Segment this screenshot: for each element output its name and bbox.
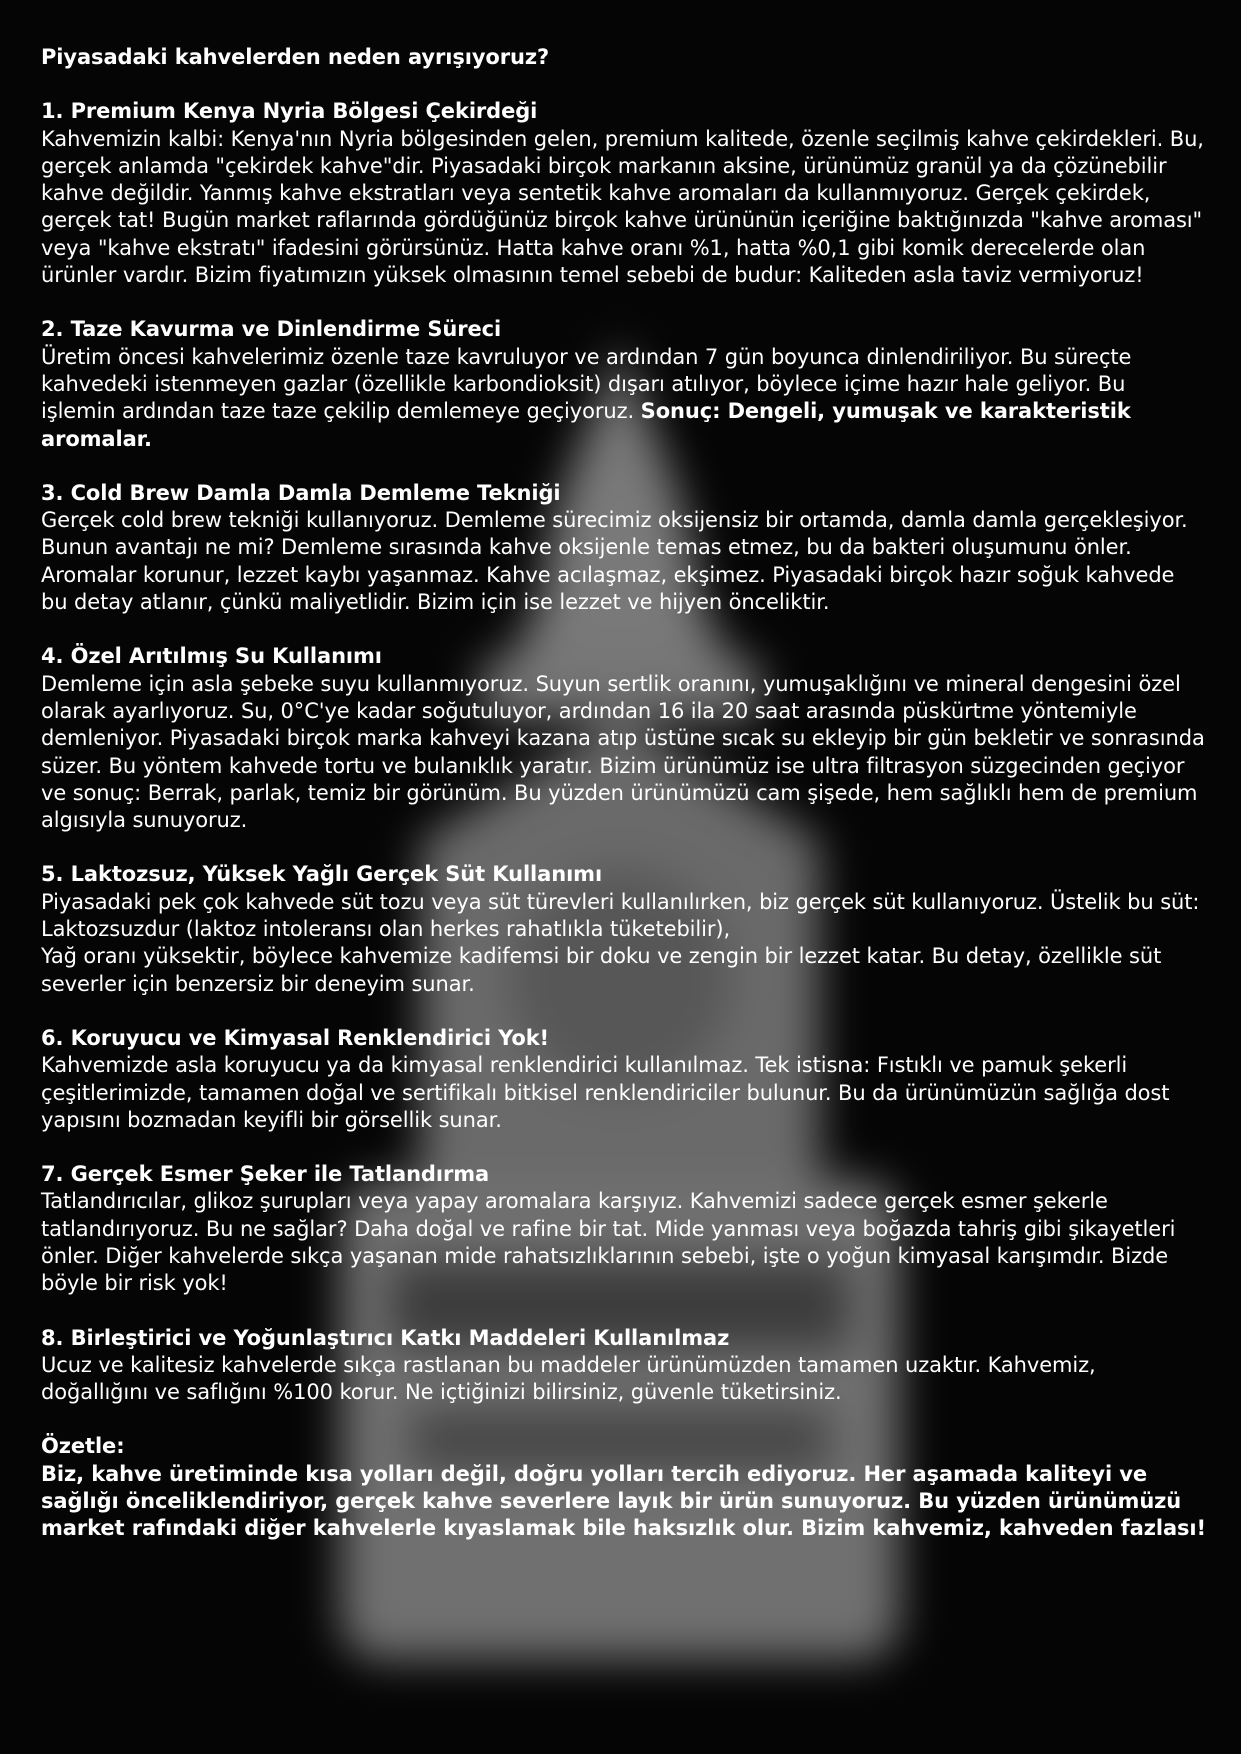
section-2 — [41, 316, 1206, 452]
section-1 — [41, 98, 1206, 289]
section-7 — [41, 1161, 1206, 1297]
section-body: Üretim öncesi kahvelerimiz özenle taze kavruluyor ve ardından 7 gün boyunca dinlendiriliyor. Bu süreçte kahvedeki istenmeyen gazlar (özellikle karbondioksit) dışarı atılıyor, böylece içime hazır hale geliyor. Bu işlemin ardından taze taze çekilip demlemeye geçiyoruz. — [41, 344, 1132, 424]
document-text — [41, 44, 1206, 1570]
section-body: Kahvemizde asla koruyucu ya da kimyasal renklendirici kullanılmaz. Tek istisna: Fıstıklı ve pamuk şekerli çeşitlerimizde, tamamen doğal ve sertifikalı bitkisel renklendiriciler bulunur. Bu da ürünümüzün sağlığa dost yapısını bozmadan keyifli bir görsellik sunar. — [41, 1053, 1170, 1132]
section-title: 5. Laktozsuz, Yüksek Yağlı Gerçek Süt Kullanımı — [41, 862, 603, 887]
section-body: Piyasadaki pek çok kahvede süt tozu veya süt türevleri kullanılırken, biz gerçek süt kullanıyoruz. Üstelik bu süt: Laktozsuzdur (laktoz intoleransı olan herkes rahatlıkla tüketebilir), — [41, 889, 1200, 942]
section-title: 2. Taze Kavurma ve Dinlendirme Süreci — [41, 317, 502, 342]
section-body: Gerçek cold brew tekniği kullanıyoruz. Demleme sürecimiz oksijensiz bir ortamda, damla damla gerçekleşiyor. Bunun avantajı ne mi? Demleme sırasında kahve oksijenle temas etmez, bu da bakteri oluşumunu önler. Aromalar korunur, lezzet kaybı yaşanmaz. Kahve acılaşmaz, ekşimez. Piyasadaki birçok hazır soğuk kahvede bu detay atlanır, çünkü maliyetlidir. Bizim için ise lezzet ve hijyen önceliktir. — [41, 508, 1188, 615]
intro-heading: Piyasadaki kahvelerden neden ayrışıyoruz? — [41, 45, 550, 69]
section-title: 8. Birleştirici ve Yoğunlaştırıcı Katkı Maddeleri Kullanılmaz — [41, 1325, 730, 1350]
summary-section — [41, 1433, 1206, 1542]
section-title: 4. Özel Arıtılmış Su Kullanımı — [41, 644, 382, 669]
section-5 — [41, 861, 1206, 997]
section-body: Kahvemizin kalbi: Kenya'nın Nyria bölgesinden gelen, premium kalitede, özenle seçilmiş kahve çekirdekleri. Bu, gerçek anlamda "çekirdek kahve"dir. Piyasadaki birçok markanın aksine, ürünümüz granül ya da çözünebilir kahve değildir. Yanmış kahve ekstratları veya sentetik kahve aromaları da kullanmıyoruz. Gerçek çekirdek, gerçek tat! Bugün market raflarında gördüğünüz birçok kahve ürününün içeriğine baktığınızda "kahve aroması" veya "kahve ekstratı" ifadesini görürsünüz. Hatta kahve oranı %1, hatta %0,1 gibi komik derecelerde olan ürünler vardır. Bizim fiyatımızın yüksek olmasının temel sebebi de budur: Kaliteden asla taviz vermiyoruz! — [41, 126, 1204, 288]
section-6 — [41, 1025, 1206, 1134]
section-body: Tatlandırıcılar, glikoz şurupları veya yapay aromalara karşıyız. Kahvemizi sadece gerçek esmer şekerle tatlandırıyoruz. Bu ne sağlar? Daha doğal ve rafine bir tat. Mide yanması veya boğazda tahriş gibi şikayetleri önler. Diğer kahvelerde sıkça yaşanan mide rahatsızlıklarının sebebi, işte o yoğun kimyasal karışımdır. Bizde böyle bir risk yok! — [41, 1189, 1176, 1296]
section-body: Ucuz ve kalitesiz kahvelerde sıkça rastlanan bu maddeler ürünümüzden tamamen uzaktır. Kahvemiz, doğallığını ve saflığını %100 korur. Ne içtiğinizi bilirsiniz, güvenle tüketirsiniz. — [41, 1352, 1096, 1405]
section-body-wrap — [41, 344, 1206, 453]
summary-body: Biz, kahve üretiminde kısa yolları değil, doğru yolları tercih ediyoruz. Her aşamada kaliteyi ve sağlığı önceliklendiriyor, gerçek kahve severlere layık bir ürün sunuyoruz. Bu yüzden ürünümüzü market rafındaki diğer kahvelerle kıyaslamak bile haksızlık olur. Bizim kahvemiz, kahveden fazlası! — [41, 1461, 1207, 1541]
summary-title: Özetle: — [41, 1434, 125, 1459]
section-title: 6. Koruyucu ve Kimyasal Renklendirici Yok! — [41, 1025, 550, 1050]
section-4 — [41, 643, 1206, 834]
section-3 — [41, 480, 1206, 616]
section-title: 7. Gerçek Esmer Şeker ile Tatlandırma — [41, 1162, 490, 1187]
section-title: 3. Cold Brew Damla Damla Demleme Tekniği — [41, 480, 561, 505]
section-body-continued: Yağ oranı yüksektir, böylece kahvemize kadifemsi bir doku ve zengin bir lezzet katar. Bu detay, özellikle süt severler için benzersiz bir deneyim sunar. — [41, 944, 1162, 996]
section-bold-conclusion: Sonuç: Dengeli, yumuşak ve karakteristik aromalar. — [41, 399, 1131, 451]
section-title: 1. Premium Kenya Nyria Bölgesi Çekirdeği — [41, 99, 538, 124]
section-8 — [41, 1325, 1206, 1407]
section-body: Demleme için asla şebeke suyu kullanmıyoruz. Suyun sertlik oranını, yumuşaklığını ve mineral dengesini özel olarak ayarlıyoruz. Su, 0°C'ye kadar soğutuluyor, ardından 16 ila 20 saat arasında püskürtme yöntemiyle demleniyor. Piyasadaki birçok marka kahveyi kazana atıp üstüne sıcak su ekleyip bir gün bekletir ve sonrasında süzer. Bu yöntem kahvede tortu ve bulanıklık yaratır. Bizim ürünümüz ise ultra filtrasyon süzgecinden geçiyor ve sonuç: Berrak, parlak, temiz bir görünüm. Bu yüzden ürünümüzü cam şişede, hem sağlıklı hem de premium algısıyla sunuyoruz. — [41, 671, 1205, 833]
